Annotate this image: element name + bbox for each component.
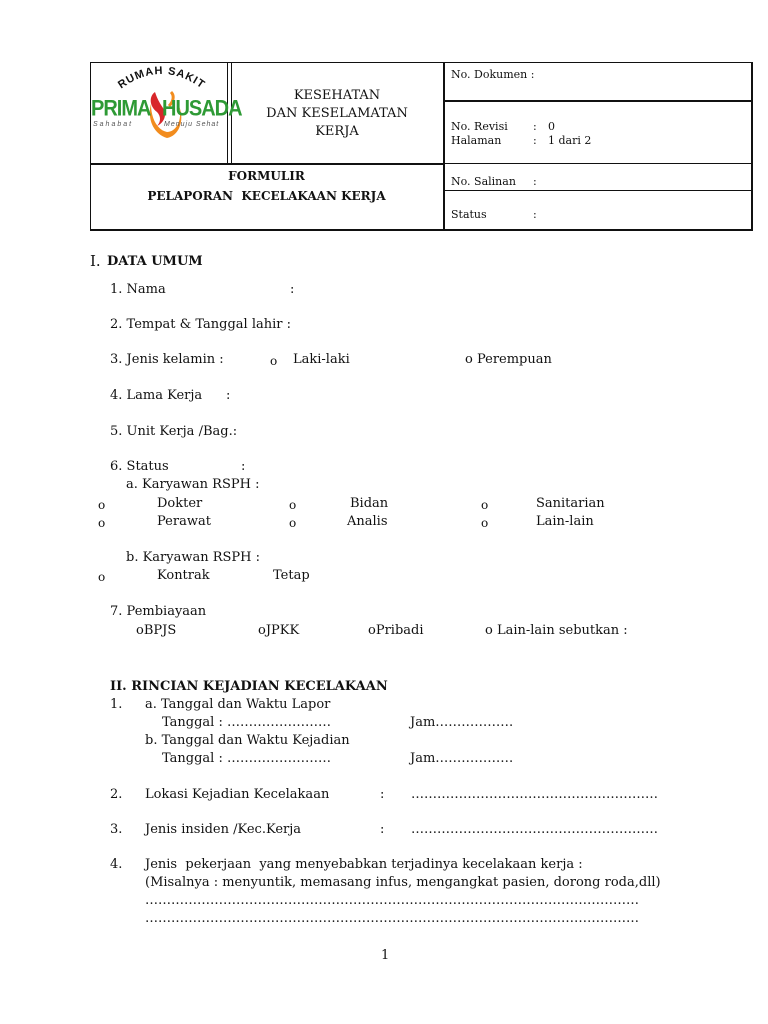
lokasi-sep: :: [380, 787, 385, 802]
answer-dots-line-2: ……………………………………………………………………………………………………: [145, 911, 639, 926]
kejadian-tanggal: Tanggal : ……………………: [162, 751, 331, 766]
lokasi-dots: …………………………………………………: [411, 787, 658, 802]
section2-heading: II. RINCIAN KEJADIAN KECELAKAAN: [110, 679, 388, 694]
salinan-label: No. Salinan: [451, 175, 516, 188]
item-2-number: 2.: [110, 787, 123, 802]
halaman-label: Halaman: [451, 134, 502, 147]
pekerjaan-label: Jenis pekerjaan yang menyebabkan terjadinya kecelakaan kerja :: [145, 857, 583, 872]
field-nama-sep: :: [290, 282, 295, 297]
field-lama-kerja-sep: :: [226, 388, 231, 403]
field-status-label: 6. Status: [110, 459, 169, 474]
radio-lain-lain[interactable]: o: [481, 516, 489, 530]
halaman-sep: :: [533, 134, 537, 147]
radio-dokter[interactable]: o: [98, 498, 106, 512]
lapor-tanggal: Tanggal : ……………………: [162, 715, 331, 730]
logo-tagline-left: Sahabat: [93, 121, 134, 128]
logo-tagline-right: Menuju Sehat: [164, 121, 220, 128]
option-laki-laki: Laki-laki: [293, 352, 350, 367]
title-line-1: KESEHATAN: [293, 88, 381, 103]
option-bpjs[interactable]: oBPJS: [136, 623, 177, 638]
item-1-number: 1.: [110, 697, 123, 712]
halaman-value: 1 dari 2: [548, 134, 592, 147]
revisi-value: 0: [548, 120, 555, 133]
option-lain-lain: Lain-lain: [536, 514, 594, 529]
status-label: Status: [451, 208, 487, 221]
lapor-jam: Jam………………: [410, 715, 514, 730]
option-pribadi[interactable]: oPribadi: [368, 623, 424, 638]
option-bidan: Bidan: [350, 496, 389, 511]
option-sanitarian: Sanitarian: [536, 496, 605, 511]
lapor-label: a. Tanggal dan Waktu Lapor: [145, 697, 331, 712]
insiden-sep: :: [380, 822, 385, 837]
field-status-sep: :: [241, 459, 246, 474]
doc-no-label: No. Dokumen :: [451, 68, 535, 81]
logo-brand-right: HUSADA: [162, 96, 242, 122]
field-unit-kerja-label: 5. Unit Kerja /Bag.:: [110, 424, 238, 439]
salinan-sep: :: [533, 175, 537, 188]
logo-arc-text: RUMAH SAKIT: [115, 64, 208, 92]
option-dokter: Dokter: [157, 496, 203, 511]
revisi-label: No. Revisi: [451, 120, 508, 133]
answer-dots-line-1: ……………………………………………………………………………………………………: [145, 893, 639, 908]
title-line-3: KERJA: [315, 124, 359, 139]
item-4-number: 4.: [110, 857, 123, 872]
page-number: 1: [381, 948, 390, 963]
status-sep: :: [533, 208, 537, 221]
option-tetap: Tetap: [273, 568, 310, 583]
karyawan-b-label: b. Karyawan RSPH :: [126, 550, 261, 565]
option-jpkk[interactable]: oJPKK: [258, 623, 300, 638]
form-title: FORMULIR: [228, 169, 305, 183]
option-perawat: Perawat: [157, 514, 211, 529]
radio-analis[interactable]: o: [289, 516, 297, 530]
kejadian-jam: Jam………………: [410, 751, 514, 766]
option-kontrak: Kontrak: [157, 568, 210, 583]
radio-perawat[interactable]: o: [98, 516, 106, 530]
radio-kontrak[interactable]: o: [98, 570, 106, 584]
insiden-label: Jenis insiden /Kec.Kerja: [145, 822, 302, 837]
field-lama-kerja-label: 4. Lama Kerja: [110, 388, 203, 403]
kejadian-label: b. Tanggal dan Waktu Kejadian: [145, 733, 350, 748]
insiden-dots: …………………………………………………: [411, 822, 658, 837]
option-lain-lain-sebutkan[interactable]: o Lain-lain sebutkan :: [485, 623, 628, 638]
radio-sanitarian[interactable]: o: [481, 498, 489, 512]
form-subtitle: PELAPORAN KECELAKAAN KERJA: [147, 189, 386, 203]
lokasi-label: Lokasi Kejadian Kecelakaan: [145, 787, 330, 802]
radio-bidan[interactable]: o: [289, 498, 297, 512]
field-nama-label: 1. Nama: [110, 282, 166, 297]
logo-brand-left: PRIMA: [91, 96, 151, 122]
option-perempuan[interactable]: o Perempuan: [465, 352, 552, 367]
section1-roman: I.: [90, 252, 101, 270]
option-analis: Analis: [347, 514, 388, 529]
section1-heading: DATA UMUM: [107, 254, 203, 269]
field-jenis-kelamin-label: 3. Jenis kelamin :: [110, 352, 224, 367]
revisi-sep: :: [533, 120, 537, 133]
field-tempat-label: 2. Tempat & Tanggal lahir :: [110, 317, 291, 332]
radio-laki-laki[interactable]: o: [270, 354, 278, 368]
pekerjaan-example: (Misalnya : menyuntik, memasang infus, mengangkat pasien, dorong roda,dll): [145, 875, 661, 890]
item-3-number: 3.: [110, 822, 123, 837]
title-line-2: DAN KESELAMATAN: [266, 106, 408, 121]
field-pembiayaan-label: 7. Pembiayaan: [110, 604, 207, 619]
karyawan-a-label: a. Karyawan RSPH :: [126, 477, 260, 492]
